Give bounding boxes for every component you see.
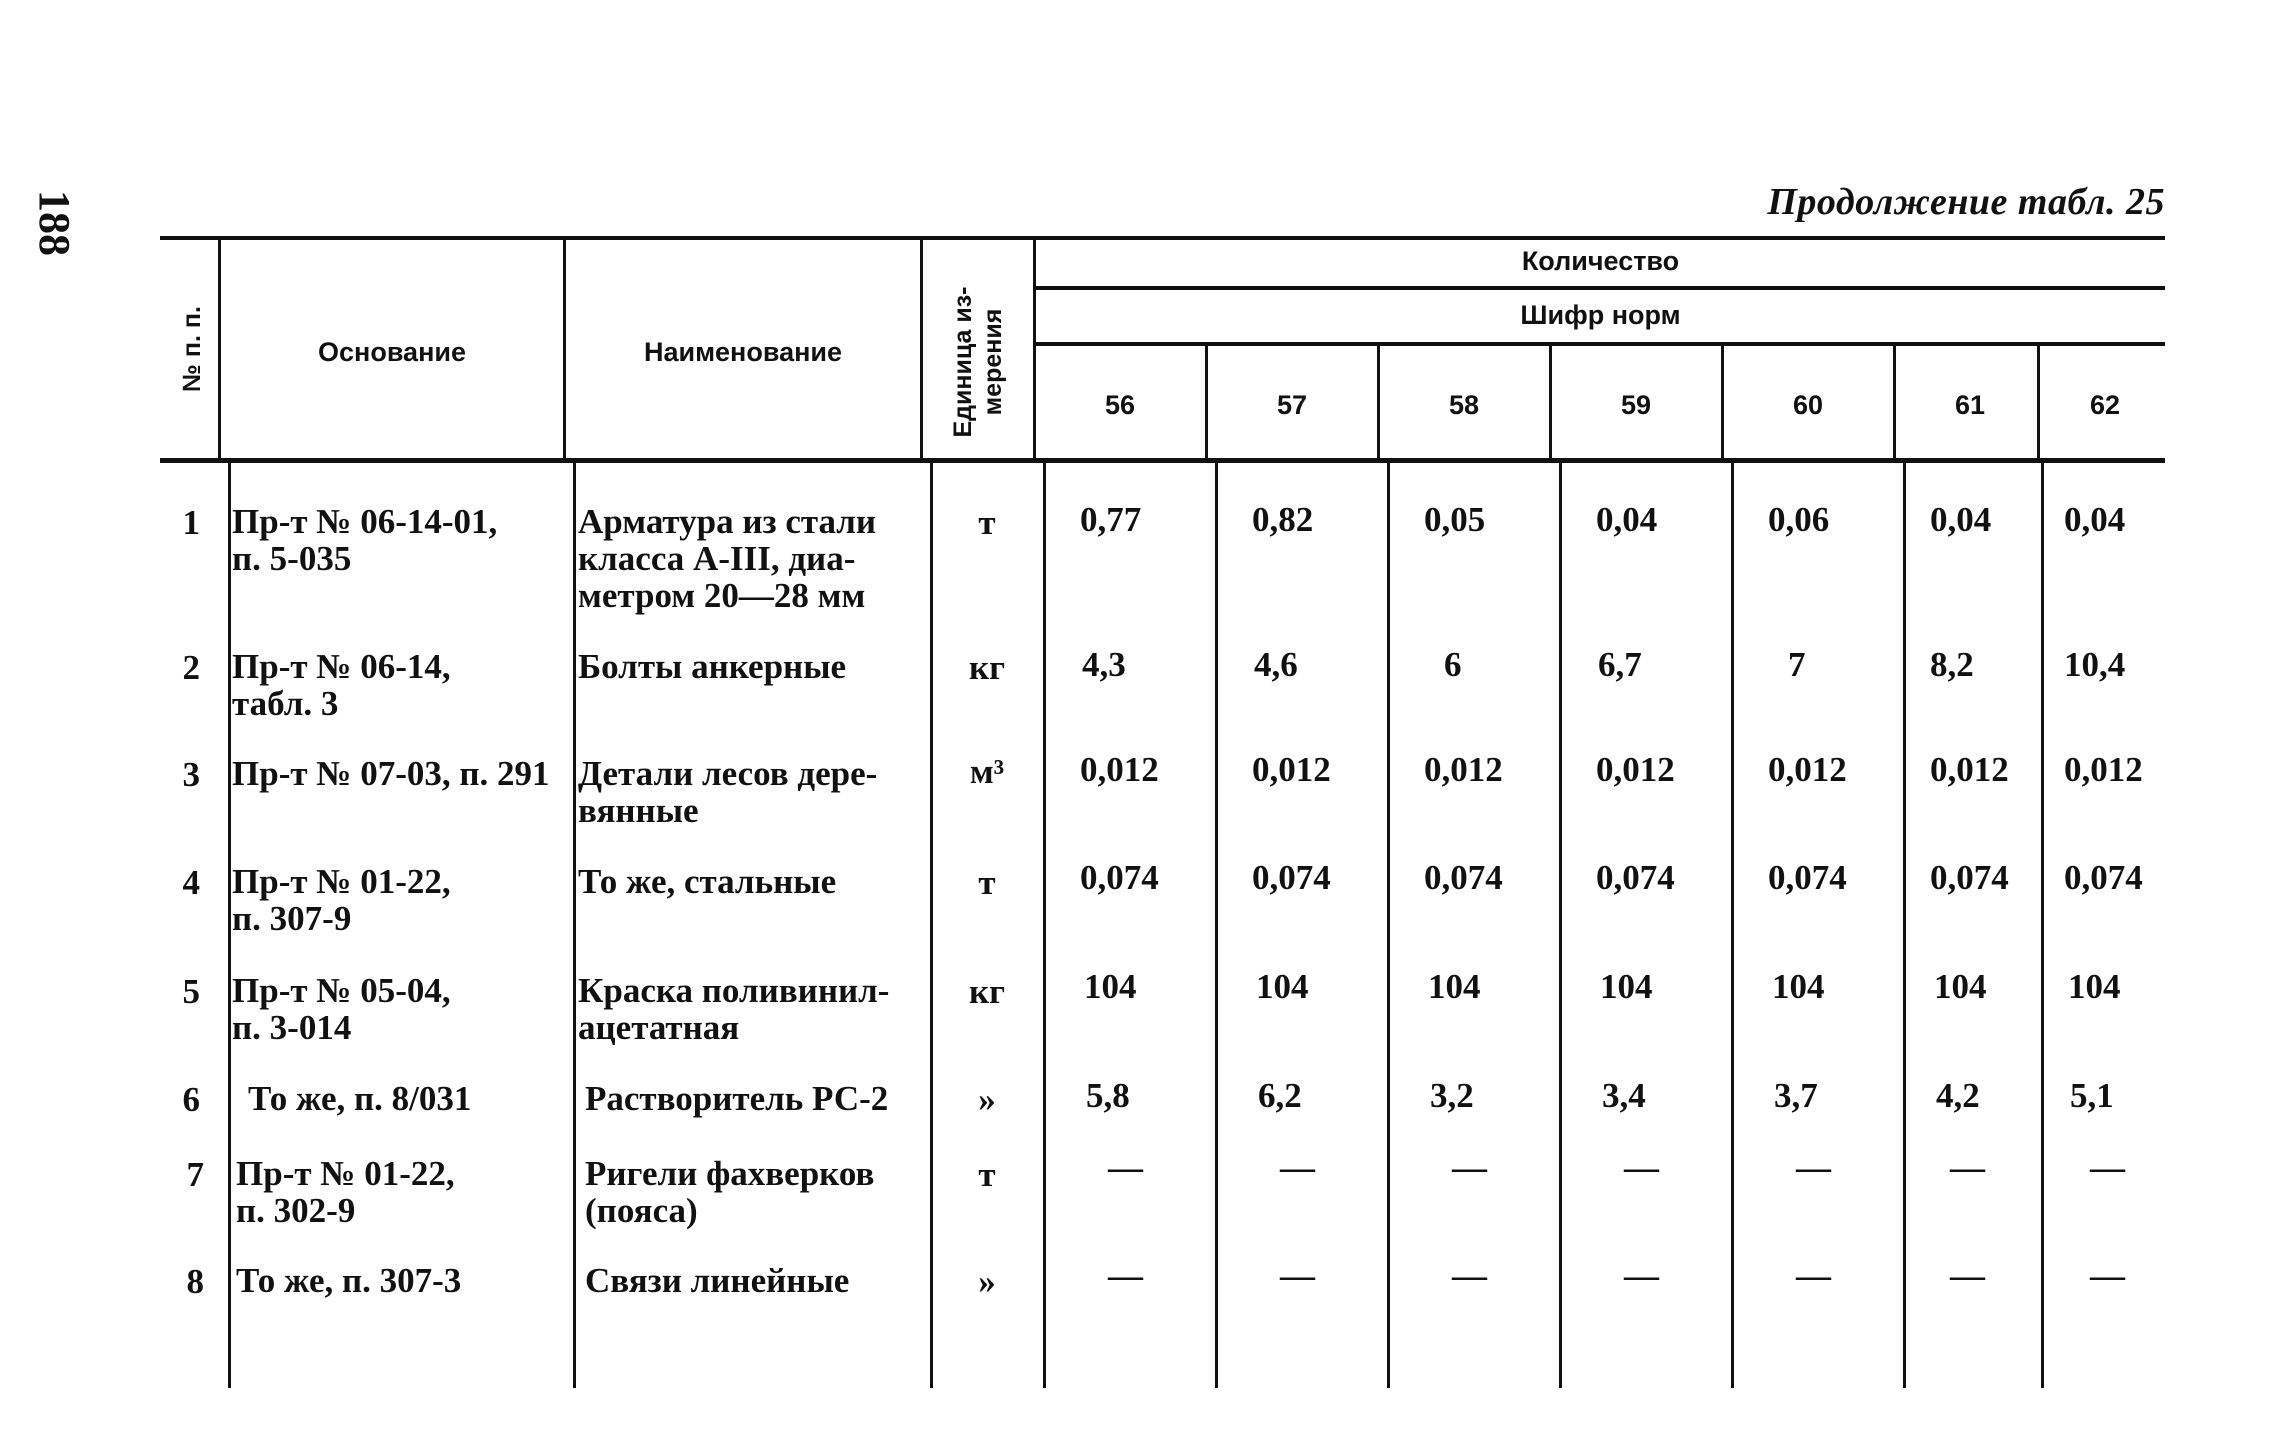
row-value: 6 [1444,645,1462,684]
row-value: 0,074 [1596,858,1675,897]
row-unit: » [978,1262,996,1301]
row-basis: То же, п. 8/031 [248,1079,472,1118]
row-value: 0,012 [1768,750,1847,789]
header-rownum: № п. п. [178,306,206,392]
row-value: 0,012 [1080,750,1159,789]
row-value: — [1950,1148,1985,1187]
header-divider [2037,346,2040,458]
row-number: 5 [182,972,200,1011]
column-number: 59 [1620,390,1652,420]
body-divider [1387,463,1390,1388]
row-unit: » [978,1080,996,1119]
body-divider [1215,463,1218,1388]
row-value: — [1452,1256,1487,1295]
row-value: 0,074 [1768,858,1847,897]
row-value: — [1624,1256,1659,1295]
row-value: — [1108,1148,1143,1187]
row-value: 3,7 [1774,1076,1818,1115]
row-number: 3 [182,755,200,794]
row-value: — [2090,1148,2125,1187]
row-value: 104 [1428,967,1481,1006]
row-value: 0,05 [1424,500,1486,539]
row-value: — [1108,1256,1143,1295]
row-value: 0,012 [1424,750,1503,789]
header-quantity: Количество [1521,246,1680,276]
header-basis: Основание [318,337,466,367]
row-value: — [2090,1256,2125,1295]
column-number: 61 [1954,390,1986,420]
row-value: 3,2 [1430,1076,1474,1115]
page-number: 188 [30,190,79,256]
row-value: — [1796,1148,1831,1187]
body-divider [2041,463,2044,1388]
body-divider [573,463,576,1388]
row-value: 0,77 [1080,500,1142,539]
row-value: 104 [2068,967,2121,1006]
header-name: Наименование [643,337,843,367]
column-number: 56 [1104,390,1136,420]
row-unit: кг [968,648,1006,687]
row-value: 10,4 [2064,645,2126,684]
row-value: 3,4 [1602,1076,1646,1115]
body-divider [228,463,231,1388]
column-number: 58 [1448,390,1480,420]
row-value: 5,8 [1086,1076,1130,1115]
row-value: 104 [1084,967,1137,1006]
header-bottom-rule [160,458,2165,463]
row-name: Ригели фахверков (пояса) [585,1154,875,1230]
row-value: 0,012 [2064,750,2143,789]
row-unit: т [978,503,996,542]
header-divider [1377,346,1380,458]
row-value: 0,074 [1080,858,1159,897]
row-name: Растворитель РС-2 [585,1079,889,1118]
header-divider [1549,346,1552,458]
row-number: 8 [186,1262,204,1301]
row-value: 0,04 [1596,500,1658,539]
header-divider [1721,346,1724,458]
row-value: 0,012 [1596,750,1675,789]
column-number: 57 [1276,390,1308,420]
body-divider [930,463,933,1388]
body-divider [1903,463,1906,1388]
row-basis: Пр-т № 06-14-01, п. 5-035 [232,502,498,578]
row-value: 8,2 [1930,645,1974,684]
row-number: 4 [182,863,200,902]
row-value: 104 [1772,967,1825,1006]
row-basis: То же, п. 307-3 [236,1261,462,1300]
row-value: 5,1 [2070,1076,2114,1115]
row-value: 0,012 [1930,750,2009,789]
row-value: 0,06 [1768,500,1830,539]
row-value: 0,012 [1252,750,1331,789]
header-unit: Единица из- мерения [949,286,1007,438]
row-value: 6,2 [1258,1076,1302,1115]
column-number: 62 [2089,390,2121,420]
row-value: 4,2 [1936,1076,1980,1115]
body-divider [1043,463,1046,1388]
row-value: 104 [1256,967,1309,1006]
table-caption: Продолжение табл. 25 [1767,181,2165,223]
row-basis: Пр-т № 01-22, п. 307-9 [232,862,451,938]
row-unit: т [978,863,996,902]
row-value: 7 [1788,645,1806,684]
row-basis: Пр-т № 01-22, п. 302-9 [236,1154,455,1230]
row-value: 104 [1600,967,1653,1006]
row-basis: Пр-т № 05-04, п. 3-014 [232,971,451,1047]
row-value: 0,074 [2064,858,2143,897]
row-number: 1 [182,503,200,542]
row-name: Арматура из стали класса А-III, диа- метром 20—28 мм [578,502,877,615]
row-value: — [1950,1256,1985,1295]
row-value: — [1280,1148,1315,1187]
row-basis: Пр-т № 06-14, табл. 3 [232,647,451,723]
row-value: 4,6 [1254,645,1298,684]
row-value: 0,82 [1252,500,1314,539]
row-value: 6,7 [1598,645,1642,684]
column-number: 60 [1792,390,1824,420]
row-name: То же, стальные [578,862,837,901]
row-value: 0,074 [1424,858,1503,897]
row-basis: Пр-т № 07-03, п. 291 [232,754,550,793]
row-name: Болты анкерные [578,647,847,686]
row-value: — [1452,1148,1487,1187]
row-name: Связи линейные [585,1261,850,1300]
row-number: 2 [182,648,200,687]
row-value: 0,04 [2064,500,2126,539]
header-divider [920,240,923,458]
table-top-rule [160,236,2165,240]
row-value: — [1280,1256,1315,1295]
row-unit: кг [968,972,1006,1011]
body-divider [1559,463,1562,1388]
row-unit: м³ [969,752,1005,791]
body-divider [1731,463,1734,1388]
row-value: 0,074 [1252,858,1331,897]
row-value: — [1796,1256,1831,1295]
row-value: 0,04 [1930,500,1992,539]
row-name: Краска поливинил- ацетатная [578,971,890,1047]
row-value: 4,3 [1082,645,1126,684]
row-number: 6 [182,1080,200,1119]
row-value: — [1624,1148,1659,1187]
row-value: 0,074 [1930,858,2009,897]
quantity-rule [1035,286,2165,290]
header-norm-code: Шифр норм [1520,300,1681,330]
row-value: 104 [1934,967,1987,1006]
row-name: Детали лесов дере- вянные [578,754,878,830]
header-divider [1893,346,1896,458]
row-number: 7 [186,1155,204,1194]
row-unit: т [978,1155,996,1194]
header-divider [1205,346,1208,458]
